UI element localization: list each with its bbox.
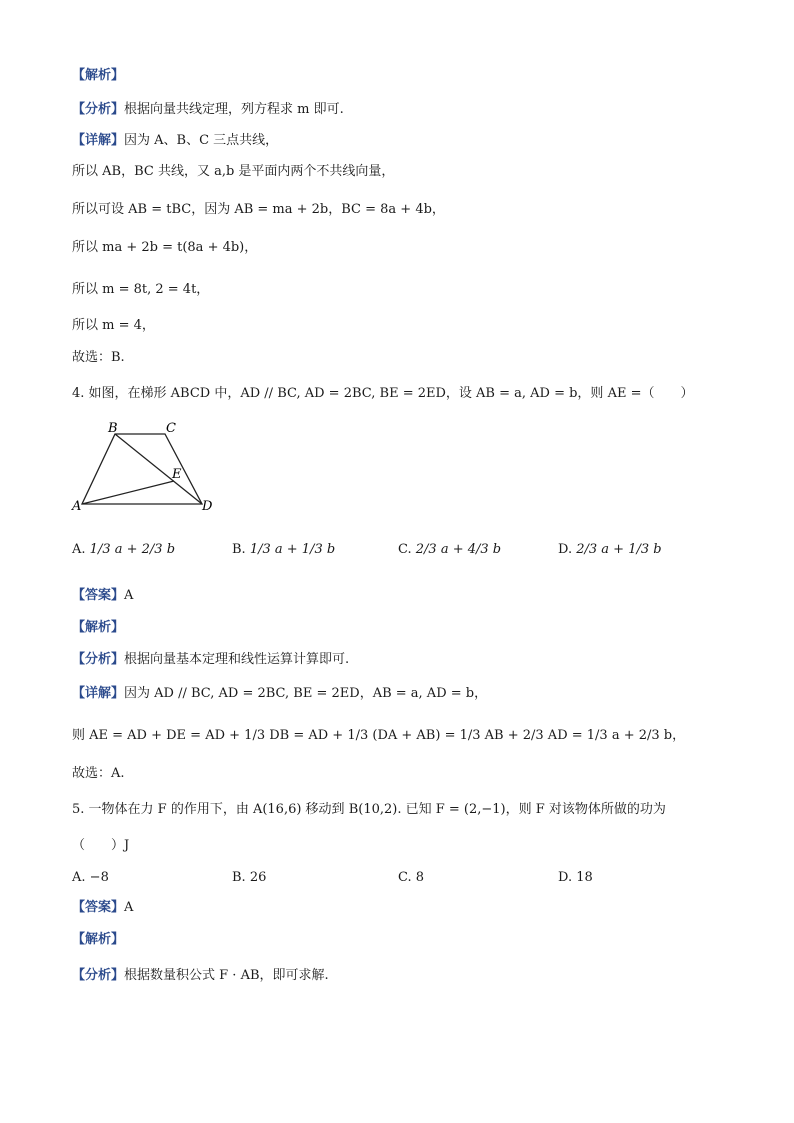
- option-a: [72, 868, 109, 888]
- option-letter: B.: [232, 870, 246, 885]
- answer-tag: 【答案】: [72, 900, 125, 915]
- analysis-summary: [72, 966, 329, 986]
- option-text: 2/3 a + 4/3 b: [415, 542, 502, 557]
- analysis-heading: 【解析】: [72, 68, 125, 83]
- option-c: [398, 868, 424, 888]
- point-label-a: A: [72, 499, 82, 514]
- analysis-text: 根据向量基本定理和线性运算计算即可.: [124, 652, 350, 667]
- analysis-tag: 【分析】: [72, 102, 125, 117]
- option-b: [232, 868, 266, 888]
- analysis-heading: 【解析】: [72, 932, 125, 947]
- option-text: 1/3 a + 1/3 b: [249, 542, 336, 557]
- choice-statement: 故选：B.: [72, 350, 125, 365]
- point-label-d: D: [202, 499, 213, 514]
- answer-line: [72, 898, 133, 918]
- trapezoid-figure: [70, 418, 220, 514]
- detail-tag: 【详解】: [72, 133, 125, 148]
- option-text: −8: [89, 870, 109, 885]
- option-text: 2/3 a + 1/3 b: [576, 542, 662, 557]
- detail-text: 因为 A、B、C 三点共线，: [124, 133, 279, 148]
- option-letter: B.: [232, 542, 246, 557]
- option-letter: A.: [72, 542, 86, 557]
- option-d: [558, 868, 593, 888]
- solution-line: 所以 m = 8t, 2 = 4t，: [72, 282, 210, 297]
- solution-line: 所以 ma + 2b = t(8a + 4b)，: [72, 240, 258, 255]
- detail-start: [72, 131, 278, 151]
- solution-line: 所以可设 AB = tBC，因为 AB = ma + 2b，BC = 8a + 4b，: [72, 202, 445, 217]
- detail-text: 因为 AD // BC, AD = 2BC, BE = 2ED，AB = a, AD = b，: [124, 686, 488, 701]
- analysis-summary: [72, 100, 344, 120]
- option-c: [398, 540, 501, 560]
- analysis-heading: 【解析】: [72, 620, 125, 635]
- analysis-text: 根据向量共线定理，列方程求 m 即可.: [124, 102, 344, 117]
- option-text: 18: [576, 870, 593, 885]
- answer-tag: 【答案】: [72, 588, 125, 603]
- analysis-tag: 【分析】: [72, 652, 125, 667]
- solution-line: 则 AE = AD + DE = AD + 1/3 DB = AD + 1/3 (DA + AB) = 1/3 AB + 2/3 AD = 1/3 a + 2/3 b，: [72, 728, 686, 743]
- detail-tag: 【详解】: [72, 686, 125, 701]
- option-a: [72, 540, 175, 560]
- solution-line: 所以 m = 4，: [72, 318, 155, 333]
- option-letter: D.: [558, 542, 573, 557]
- point-label-b: B: [108, 421, 118, 436]
- option-text: 8: [415, 870, 425, 885]
- analysis-tag: 【分析】: [72, 968, 125, 983]
- answer-value: A: [124, 588, 134, 603]
- option-b: [232, 540, 335, 560]
- point-label-e: E: [172, 467, 182, 482]
- question-stem: 5. 一物体在力 F 的作用下，由 A(16,6) 移动到 B(10,2). 已知 F = (2,−1)，则 F 对该物体所做的功为: [72, 802, 666, 817]
- question-stem: 4. 如图，在梯形 ABCD 中，AD // BC, AD = 2BC, BE = 2ED，设 AB = a, AD = b，则 AE =（ ）: [72, 386, 694, 401]
- option-text: 26: [249, 870, 267, 885]
- option-letter: C.: [398, 870, 412, 885]
- analysis-summary: [72, 650, 349, 670]
- choice-statement: 故选：A.: [72, 766, 125, 781]
- option-text: 1/3 a + 2/3 b: [89, 542, 176, 557]
- answer-value: A: [124, 900, 134, 915]
- detail-start: [72, 684, 487, 704]
- option-letter: C.: [398, 542, 412, 557]
- option-letter: D.: [558, 870, 573, 885]
- option-letter: A.: [72, 870, 86, 885]
- option-d: [558, 540, 662, 560]
- analysis-text: 根据数量积公式 F · AB，即可求解.: [124, 968, 329, 983]
- point-label-c: C: [166, 421, 176, 436]
- answer-line: [72, 586, 133, 606]
- question-stem-continued: （ ）J: [72, 838, 130, 853]
- solution-line: 所以 AB，BC 共线，又 a,b 是平面内两个不共线向量，: [72, 164, 395, 179]
